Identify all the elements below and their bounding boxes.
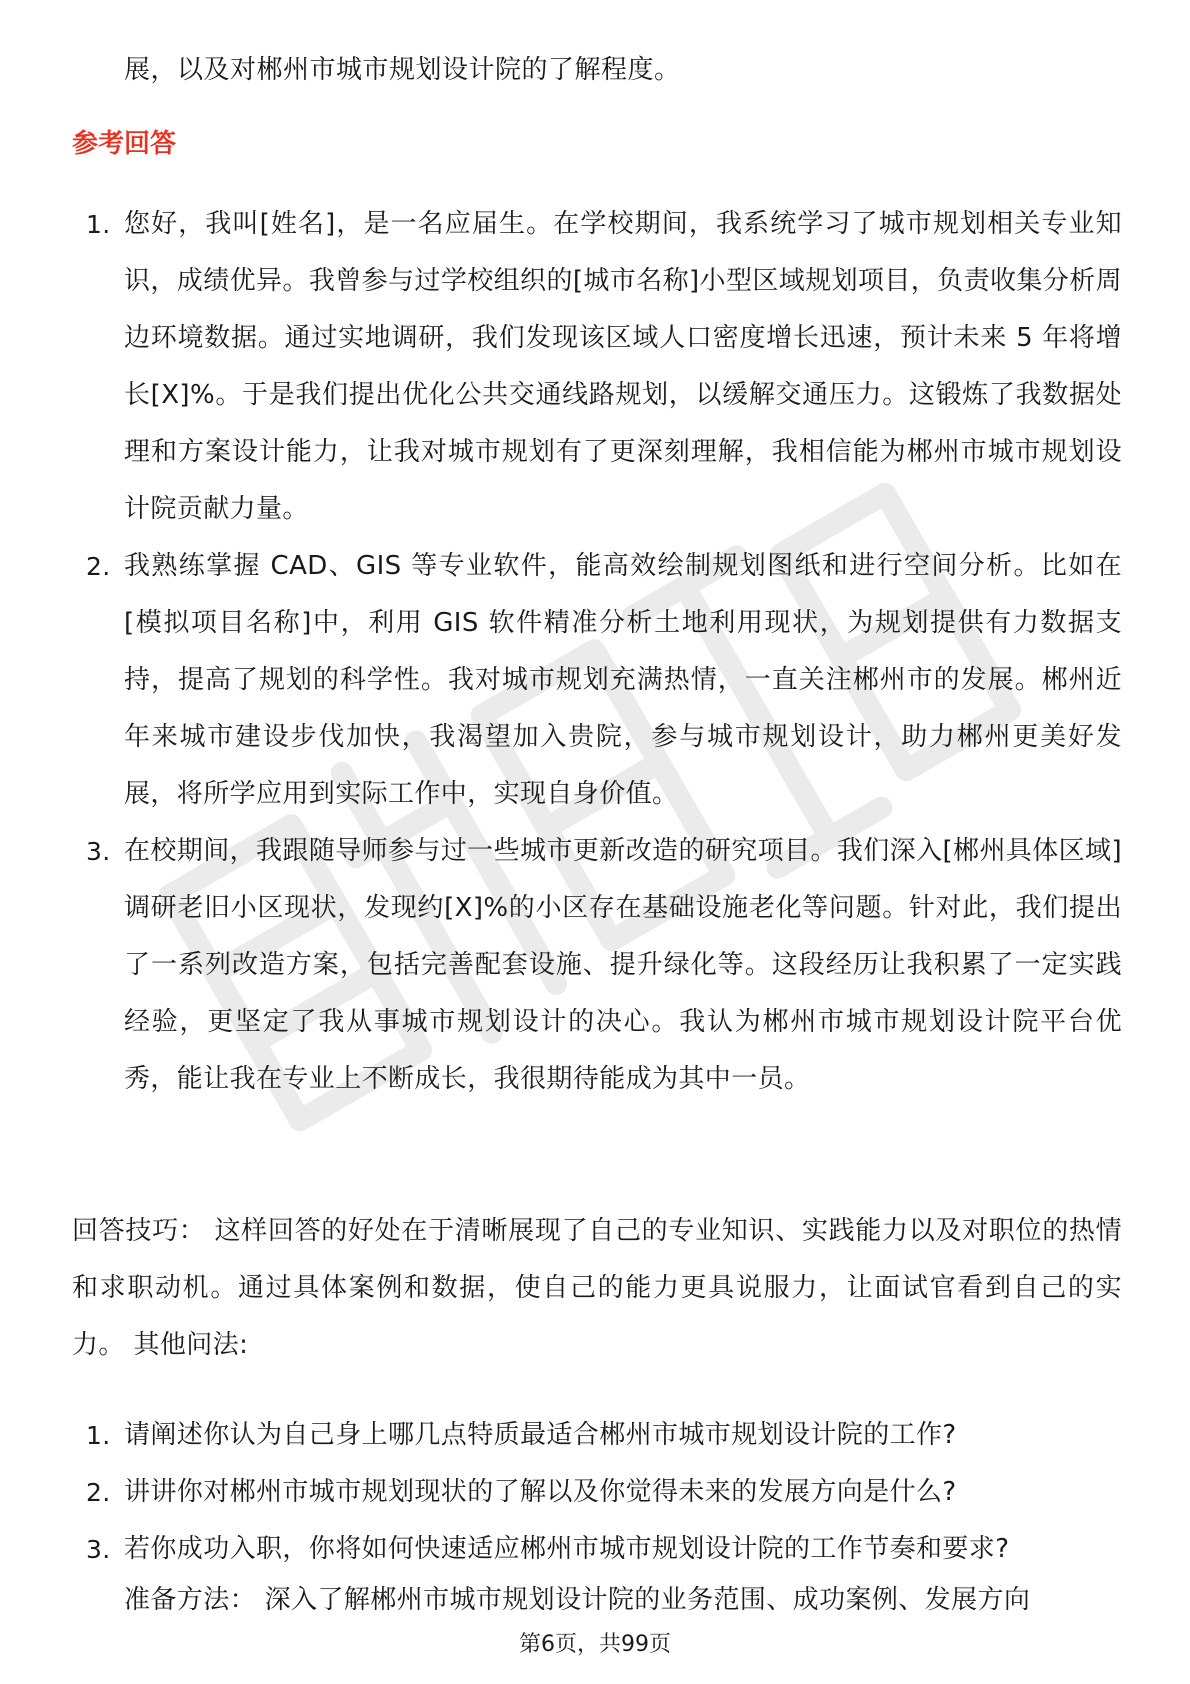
list-item-text: 在校期间，我跟随导师参与过一些城市更新改造的研究项目。我们深入[郴州具体区域]调研老旧小区现状，发现约[X]%的小区存在基础设施老化等问题。针对此，我们提出了一系列改造方案，包括完善配套设施、提升绿化等。这段经历让我积累了一定实践经验，更坚定了我从事城市规划设计的决心。我认为郴州市城市规划设计院平台优秀，能让我在专业上不断成长，我很期待能成为其中一员。: [124, 836, 1122, 1094]
section-title: 参考回答: [72, 129, 177, 159]
list-item-text: 我熟练掌握 CAD、GIS 等专业软件，能高效绘制规划图纸和进行空间分析。比如在[模拟项目名称]中，利用 GIS 软件精准分析土地利用现状，为规划提供有力数据支持，提高了规划的科学性。我对城市规划充满热情，一直关注郴州市的发展。郴州近年来城市建设步伐加快，我渴望加入贵院，参与城市规划设计，助力郴州更美好发展，将所学应用到实际工作中，实现自身价值。: [124, 551, 1122, 809]
list-item-text: 您好，我叫[姓名]，是一名应届生。在学校期间，我系统学习了城市规划相关专业知识，成绩优异。我曾参与过学校组织的[城市名称]小型区域规划项目，负责收集分析周边环境数据。通过实地调研，我们发现该区域人口密度增长迅速，预计未来 5 年将增长[X]%。于是我们提出优化公共交通线路规划，以缓解交通压力。这锻炼了我数据处理和方案设计能力，让我对城市规划有了更深刻理解，我相信能为郴州市城市规划设计院贡献力量。: [124, 209, 1122, 524]
list-item: [72, 538, 1122, 823]
other-questions-list: [72, 1407, 1122, 1578]
list-item: [72, 1464, 1122, 1521]
list-item-number: 3.: [86, 1535, 111, 1564]
list-item-number: 1.: [86, 1421, 111, 1450]
page-number-footer: 第6页，共99页: [519, 1632, 671, 1657]
list-item: [72, 196, 1122, 538]
preparation-method-line: 准备方法： 深入了解郴州市城市规划设计院的业务范围、成功案例、发展方向: [124, 1585, 1031, 1615]
list-item-text: 请阐述你认为自己身上哪几点特质最适合郴州市城市规划设计院的工作?: [124, 1420, 957, 1450]
list-item: [72, 1521, 1122, 1578]
list-item-text: 若你成功入职，你将如何快速适应郴州市城市规划设计院的工作节奏和要求?: [124, 1534, 1010, 1564]
reference-answers-list: [72, 196, 1122, 1108]
list-item: [72, 823, 1122, 1108]
list-item-number: 1.: [86, 210, 111, 239]
list-item: [72, 1407, 1122, 1464]
continued-paragraph-line: 展，以及对郴州市城市规划设计院的了解程度。: [124, 55, 681, 85]
answer-tips-paragraph: 回答技巧： 这样回答的好处在于清晰展现了自己的专业知识、实践能力以及对职位的热情和求职动机。通过具体案例和数据，使自己的能力更具说服力，让面试官看到自己的实力。 其他问法:: [72, 1216, 1122, 1360]
list-item-text: 讲讲你对郴州市城市规划现状的了解以及你觉得未来的发展方向是什么?: [124, 1477, 957, 1507]
list-item-number: 2.: [86, 552, 111, 581]
list-item-number: 2.: [86, 1478, 111, 1507]
list-item-number: 3.: [86, 837, 111, 866]
